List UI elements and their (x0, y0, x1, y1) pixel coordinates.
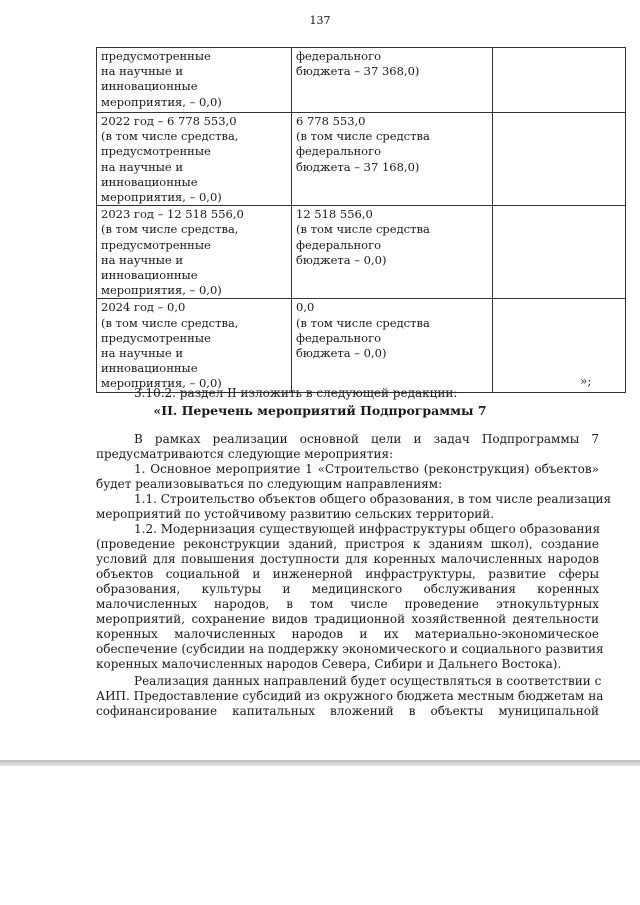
body-line: предусматриваются следующие мероприятия: (96, 447, 394, 461)
body-line: 1.2. Модернизация существующей инфраструктуры общего образования (134, 522, 601, 536)
body-line: будет реализовываться по следующим направлениям: (96, 477, 443, 491)
table-cell-amount: федерального бюджета – 37 368,0) (292, 48, 493, 113)
page-number: 137 (309, 14, 331, 27)
body-line: обеспечение (субсидии на поддержку экономического и социального развития (96, 642, 604, 656)
table-row (97, 48, 626, 113)
table-cell-year: предусмотренные на научные и инновационные мероприятия, – 0,0) (97, 48, 292, 113)
body-line: 1. Основное мероприятие 1 «Строительство (реконструкция) объектов» (134, 462, 599, 476)
body-line: условий для повышения доступности для коренных малочисленных народов (96, 552, 599, 566)
closing-quote: »; (580, 374, 592, 388)
table-cell-year: 2022 год – 6 778 553,0 (в том числе средства, предусмотренные на научные и инновационные мероприятия, – 0,0) (97, 113, 292, 206)
body-line: софинансирование капитальных вложений в объекты муниципальной (96, 704, 599, 718)
table-cell-empty (493, 113, 626, 206)
body-line: (проведение реконструкции зданий, пристроя к зданиям школ), создание (96, 537, 599, 551)
body-line: В рамках реализации основной цели и задач Подпрограммы 7 (134, 432, 599, 446)
table-cell-year: 2023 год – 12 518 556,0 (в том числе средства, предусмотренные на научные и инновационные мероприятия, – 0,0) (97, 206, 292, 299)
body-line: мероприятий по устойчивому развитию сельских территорий. (96, 507, 495, 521)
table-row (97, 299, 626, 392)
clause-text: 3.10.2. раздел II изложить в следующей редакции: (134, 386, 458, 400)
funding-table (96, 47, 626, 393)
body-line: коренных малочисленных народов Севера, Сибири и Дальнего Востока). (96, 657, 562, 671)
table-row (97, 113, 626, 206)
table-cell-empty (493, 206, 626, 299)
section-heading: «II. Перечень мероприятий Подпрограммы 7 (153, 403, 487, 418)
table-cell-empty (493, 48, 626, 113)
body-line: мероприятий, сохранение видов традиционной хозяйственной деятельности (96, 612, 599, 626)
table-cell-amount: 6 778 553,0 (в том числе средства федерального бюджета – 37 168,0) (292, 113, 493, 206)
body-line: образования, культуры и медицинского обслуживания коренных (96, 582, 599, 596)
body-line: Реализация данных направлений будет осуществляться в соответствии с (134, 674, 602, 688)
page-edge-shadow (0, 760, 640, 766)
table-cell-year: 2024 год – 0,0 (в том числе средства, предусмотренные на научные и инновационные мероприятия, – 0,0) (97, 299, 292, 392)
table-cell-empty (493, 299, 626, 392)
body-line: объектов социальной и инженерной инфраструктуры, развитие сферы (96, 567, 599, 581)
body-line: АИП. Предоставление субсидий из окружного бюджета местным бюджетам на (96, 689, 604, 703)
table-cell-amount: 0,0 (в том числе средства федерального бюджета – 0,0) (292, 299, 493, 392)
body-line: 1.1. Строительство объектов общего образования, в том числе реализация (134, 492, 612, 506)
table-cell-amount: 12 518 556,0 (в том числе средства федерального бюджета – 0,0) (292, 206, 493, 299)
body-line: малочисленных народов, в том числе проведение этнокультурных (96, 597, 599, 611)
body-line: коренных малочисленных народов и их материально-экономическое (96, 627, 599, 641)
table-row (97, 206, 626, 299)
